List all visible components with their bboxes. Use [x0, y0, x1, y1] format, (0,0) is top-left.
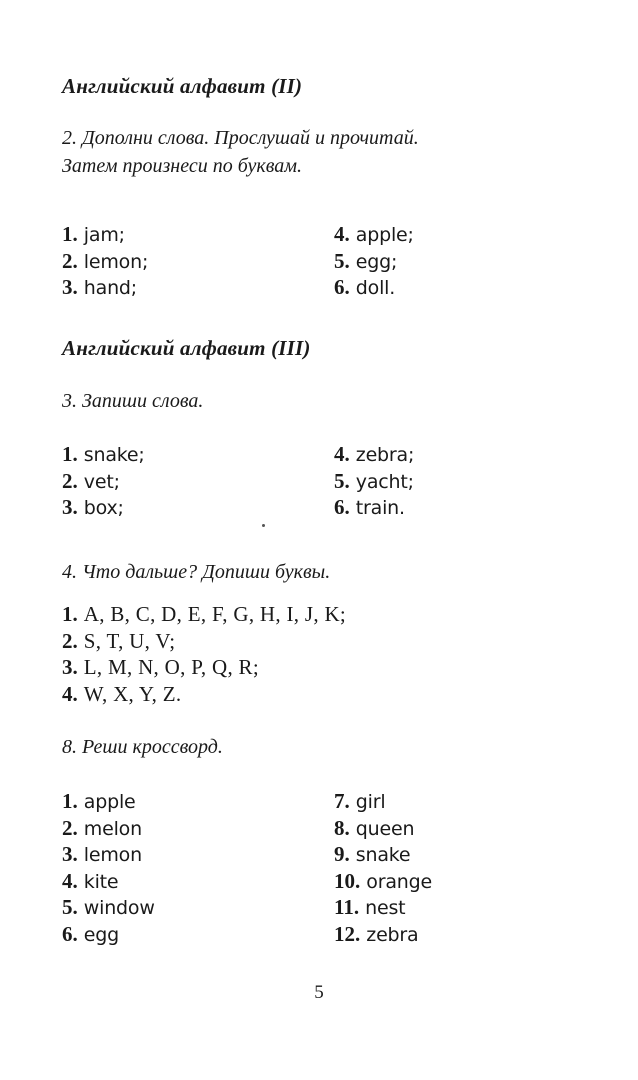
list-item [334, 441, 414, 468]
list-item [334, 221, 414, 248]
item-number: 2. [62, 815, 78, 840]
item-word: lemon; [83, 250, 149, 273]
item-word: lemon [83, 844, 142, 866]
list-item [62, 788, 155, 815]
item-word: vet; [83, 470, 120, 493]
item-number: 3. [62, 842, 78, 866]
list-item [334, 815, 432, 842]
task-3-answers-right [334, 441, 414, 521]
item-word: orange [366, 870, 432, 893]
item-word: box; [83, 497, 124, 519]
item-letters: L, M, N, O, P, Q, R; [83, 655, 259, 679]
item-word: egg; [355, 250, 398, 273]
list-item [62, 468, 145, 495]
item-number: 12. [334, 921, 361, 946]
list-item [334, 788, 432, 815]
list-item [62, 868, 155, 895]
item-word: window [83, 897, 155, 919]
list-item [62, 841, 155, 868]
list-item [62, 628, 346, 655]
item-word: girl [355, 791, 386, 813]
task-8-answers-right [334, 788, 432, 947]
item-letters: S, T, U, V; [83, 628, 176, 653]
item-word: yacht; [355, 470, 414, 493]
task-3-answers-left [62, 441, 145, 521]
item-number: 9. [334, 842, 350, 866]
task-8-instruction: 8. Реши кроссворд. [62, 736, 223, 758]
item-number: 1. [62, 442, 78, 466]
item-word: snake; [83, 444, 145, 466]
item-number: 6. [334, 495, 350, 519]
item-number: 3. [62, 275, 78, 299]
list-item [334, 494, 414, 521]
item-word: doll. [355, 277, 396, 299]
item-number: 4. [334, 222, 350, 246]
list-item [334, 468, 414, 495]
item-number: 4. [62, 681, 78, 706]
item-number: 8. [334, 815, 350, 840]
task-4-answers [62, 601, 346, 707]
print-speck [262, 524, 265, 527]
item-number: 2. [62, 468, 78, 493]
item-letters: A, B, C, D, E, F, G, H, I, J, K; [83, 602, 347, 626]
item-number: 11. [334, 895, 360, 919]
list-item [62, 601, 346, 628]
task-3-instruction: 3. Запиши слова. [62, 390, 204, 412]
list-item [62, 894, 155, 921]
item-word: queen [355, 817, 415, 840]
item-number: 5. [334, 468, 350, 493]
item-number: 6. [334, 275, 350, 299]
item-number: 1. [62, 222, 78, 246]
item-number: 10. [334, 868, 361, 893]
item-number: 2. [62, 248, 78, 273]
list-item [334, 868, 432, 895]
task-4-instruction: 4. Что дальше? Допиши буквы. [62, 561, 331, 583]
list-item [62, 248, 148, 275]
item-word: hand; [83, 277, 137, 299]
item-word: jam; [83, 224, 125, 246]
list-item [62, 274, 148, 301]
task-8-answers-left [62, 788, 155, 947]
item-word: egg [83, 923, 120, 946]
task-2-answers-left [62, 221, 148, 301]
item-word: train. [355, 497, 405, 519]
list-item [334, 274, 414, 301]
item-word: apple; [355, 224, 414, 246]
section-heading-alphabet-2: Английский алфавит (II) [62, 74, 303, 98]
list-item [62, 681, 346, 708]
item-number: 5. [334, 248, 350, 273]
item-letters: W, X, Y, Z. [83, 681, 182, 706]
item-number: 4. [334, 442, 350, 466]
item-number: 1. [62, 602, 78, 626]
list-item [62, 441, 145, 468]
item-number: 2. [62, 628, 78, 653]
item-number: 3. [62, 655, 78, 679]
item-number: 1. [62, 789, 78, 813]
section-heading-alphabet-3: Английский алфавит (III) [62, 336, 311, 360]
list-item [334, 248, 414, 275]
item-word: nest [365, 897, 406, 919]
list-item [334, 921, 432, 948]
list-item [334, 841, 432, 868]
list-item [62, 654, 346, 681]
list-item [62, 815, 155, 842]
list-item [62, 494, 145, 521]
item-word: snake [355, 844, 411, 866]
task-2-instruction-line-2: Затем произнеси по буквам. [62, 155, 303, 177]
item-number: 4. [62, 868, 78, 893]
item-word: melon [83, 817, 142, 840]
list-item [62, 921, 155, 948]
task-2-instruction-line-1: 2. Дополни слова. Прослушай и прочитай. [62, 127, 419, 149]
item-number: 7. [334, 789, 350, 813]
item-word: zebra; [355, 444, 415, 466]
item-number: 3. [62, 495, 78, 519]
item-word: kite [83, 870, 119, 893]
page-number: 5 [314, 982, 324, 1003]
item-number: 5. [62, 895, 78, 919]
item-word: zebra [366, 923, 419, 946]
item-number: 6. [62, 921, 78, 946]
list-item [334, 894, 432, 921]
list-item [62, 221, 148, 248]
task-2-answers-right [334, 221, 414, 301]
item-word: apple [83, 791, 136, 813]
